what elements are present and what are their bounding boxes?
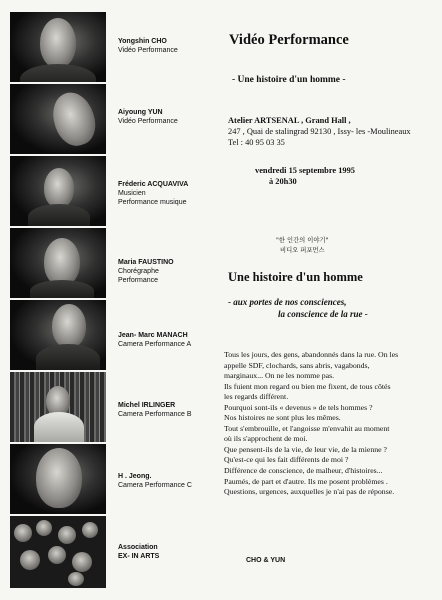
event-date-day: vendredi 15 septembre 1995 [255, 166, 355, 175]
association-org: EX- IN ARTS [118, 553, 160, 560]
venue-name: Atelier ARTSENAL , Grand Hall , [228, 116, 351, 125]
tagline-line-1: - aux portes de nos consciences, [228, 297, 347, 307]
section-heading: Une histoire d'un homme [228, 270, 363, 284]
body-text [224, 350, 438, 498]
body-line: appelle SDF, clochards, sans abris, vagabonds, [224, 360, 370, 370]
body-line: où ils s'approchent de moi. [224, 434, 308, 444]
caption-h-jeong [118, 472, 218, 490]
person-name: Michel IRLINGER [118, 402, 176, 409]
caption-yongshin-cho [118, 37, 218, 55]
venue-phone: Tel : 40 95 03 35 [228, 138, 285, 147]
person-role: Vidéo Performance [118, 47, 178, 54]
portrait-photo-6 [10, 372, 106, 442]
person-name: Yongshin CHO [118, 38, 167, 45]
group-photo [10, 516, 106, 588]
person-role: Chorégraphe [118, 268, 159, 275]
page-title: Vidéo Performance [229, 32, 349, 48]
person-role-secondary: Performance musique [118, 199, 187, 206]
body-line: Questions, urgences, auxquelles je n'ai pas de réponse. [224, 487, 395, 497]
body-line: marginaux... On ne les nomme pas. [224, 371, 335, 381]
person-role: Vidéo Performance [118, 118, 178, 125]
person-name: H . Jeong. [118, 473, 152, 480]
venue-block [228, 115, 438, 148]
person-name: Maria FAUSTINO [118, 259, 174, 266]
portrait-photo-1 [10, 12, 106, 82]
person-name: Aiyoung YUN [118, 109, 163, 116]
body-line: Ils fuient mon regard ou bien me fixent, de tous côtés [224, 381, 391, 391]
caption-maria-faustino [118, 258, 218, 285]
portrait-photo-4 [10, 228, 106, 298]
korean-title [276, 236, 328, 256]
korean-title-line-2: 비디오 퍼포먼스 [280, 247, 325, 254]
person-role-secondary: Performance [118, 277, 159, 284]
body-line: Qu'est-ce qui les fait différents de moi ? [224, 455, 349, 465]
body-line: Que pensent-ils de la vie, de leur vie, de la mienne ? [224, 444, 388, 454]
person-name: Fréderic ACQUAVIVA [118, 181, 189, 188]
caption-jean-marc-manach [118, 331, 218, 349]
tagline [228, 296, 438, 320]
portrait-photo-2 [10, 84, 106, 154]
event-date [255, 165, 355, 187]
portrait-photo-5 [10, 300, 106, 370]
event-date-time: à 20h30 [269, 177, 297, 186]
person-role: Musicien [118, 190, 146, 197]
credit: CHO & YUN [246, 557, 286, 564]
caption-michel-irlinger [118, 401, 218, 419]
person-role: Camera Performance C [118, 482, 192, 489]
body-line: les regards différent. [224, 392, 289, 402]
korean-title-line-1: "한 인간의 이야기" [276, 237, 329, 244]
person-name: Jean- Marc MANACH [118, 332, 188, 339]
body-line: Différence de conscience, de malheur, d'histoires... [224, 466, 383, 476]
person-role: Camera Performance A [118, 341, 192, 348]
portrait-photo-7 [10, 444, 106, 514]
tagline-line-2: la conscience de la rue - [278, 309, 368, 319]
body-line: Pourquoi sont-ils « devenus » de tels hommes ? [224, 402, 373, 412]
person-role: Camera Performance B [118, 411, 192, 418]
page-subtitle: - Une histoire d'un homme - [232, 75, 346, 85]
body-line: Paumés, de part et d'autre. Ils me posent problèmes . [224, 476, 388, 486]
caption-association [118, 543, 218, 561]
body-line: Nos histoires ne sont plus les mêmes. [224, 413, 341, 423]
association-name: Association [118, 544, 158, 551]
portrait-photo-3 [10, 156, 106, 226]
caption-frederic-acquaviva [118, 180, 218, 207]
venue-address: 247 , Quai de stalingrad 92130 , Issy- les -Moulineaux [228, 127, 411, 136]
body-line: Tous les jours, des gens, abandonnés dans la rue. On les [224, 350, 399, 359]
body-line: Tout s'embrouille, et l'angoisse m'envahit au moment [224, 423, 390, 433]
photo-strip [0, 0, 106, 600]
caption-aiyoung-yun [118, 108, 218, 126]
